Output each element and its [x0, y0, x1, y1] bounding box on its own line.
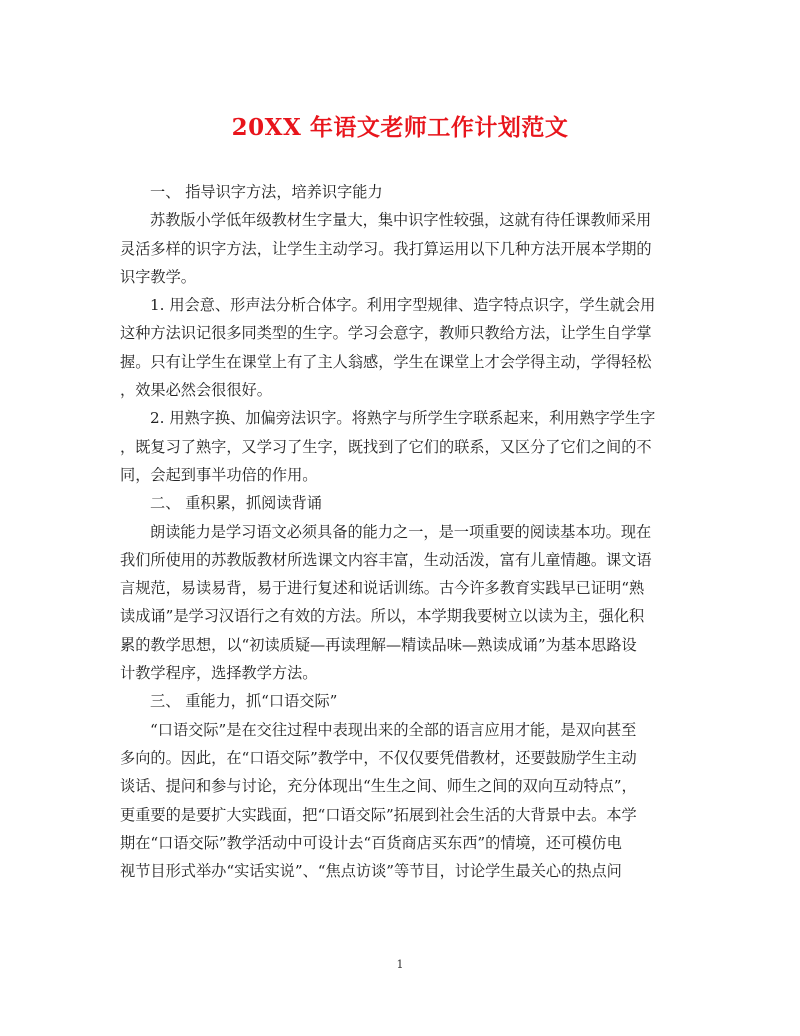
text-line: 灵活多样的识字方法，让学生主动学习。我打算运用以下几种方法开展本学期的 — [120, 239, 652, 258]
section-heading-2: 二、 重积累，抓阅读背诵 — [150, 494, 322, 513]
text-line: 期在“口语交际”教学活动中可设计去“百货商店买东西”的情境，还可模仿电 — [120, 833, 622, 852]
text-line: 我们所使用的苏教版教材所选课文内容丰富，生动活泼，富有儿童情趣。课文语 — [120, 550, 652, 569]
text-line: 计教学程序，选择教学方法。 — [120, 664, 318, 683]
text-line: 1. 用会意、形声法分析合体字。利用字型规律、造字特点识字，学生就会用 — [150, 296, 656, 315]
text-line: 谈话、提问和参与讨论，充分体现出“生生之间、师生之间的双向互动特点”， — [120, 777, 637, 796]
text-line: 2. 用熟字换、加偏旁法识字。将熟字与所学生字联系起来，利用熟字学生字 — [150, 409, 656, 428]
text-line: 言规范，易读易背，易于进行复述和说话训练。古今许多教育实践早已证明“熟 — [120, 579, 645, 598]
section-heading-3: 三、 重能力，抓“口语交际” — [150, 692, 338, 711]
text-line: 视节目形式举办“实话实说”、“焦点访谈”等节目，讨论学生最关心的热点问 — [120, 862, 622, 881]
text-line: ，效果必然会很很好。 — [120, 381, 272, 400]
document-body — [120, 178, 685, 885]
section-heading-1: 一、 指导识字方法，培养识字能力 — [150, 183, 383, 201]
text-line: 累的教学思想，以“初读质疑—再读理解—精读品味—熟读成诵”为基本思路设 — [120, 635, 637, 654]
text-line: ，既复习了熟字，又学习了生字，既找到了它们的联系，又区分了它们之间的不 — [120, 437, 652, 456]
text-line: 同，会起到事半功倍的作用。 — [120, 465, 318, 484]
text-line: 多向的。因此，在“口语交际”教学中，不仅仅要凭借教材，还要鼓励学生主动 — [120, 748, 637, 767]
text-line: 更重要的是要扩大实践面，把“口语交际”拓展到社会生活的大背景中去。本学 — [120, 805, 637, 824]
text-line: 苏教版小学低年级教材生字量大，集中识字性较强，这就有待任课教师采用 — [150, 211, 652, 230]
page-number: 1 — [396, 958, 404, 971]
text-line: 朗读能力是学习语文必须具备的能力之一，是一项重要的阅读基本功。现在 — [150, 522, 652, 541]
text-line: 握。只有让学生在课堂上有了主人翁感，学生在课堂上才会学得主动，学得轻松 — [120, 352, 652, 371]
text-line: 这种方法识记很多同类型的生字。学习会意字，教师只教给方法，让学生自学掌 — [120, 324, 652, 343]
text-line: 读成诵”是学习汉语行之有效的方法。所以，本学期我要树立以读为主，强化积 — [120, 607, 645, 626]
text-line: 识字教学。 — [120, 267, 196, 286]
text-line: “口语交际”是在交往过程中表现出来的全部的语言应用才能，是双向甚至 — [150, 720, 637, 739]
document-title: 20XX 年语文老师工作计划范文 — [231, 114, 569, 141]
